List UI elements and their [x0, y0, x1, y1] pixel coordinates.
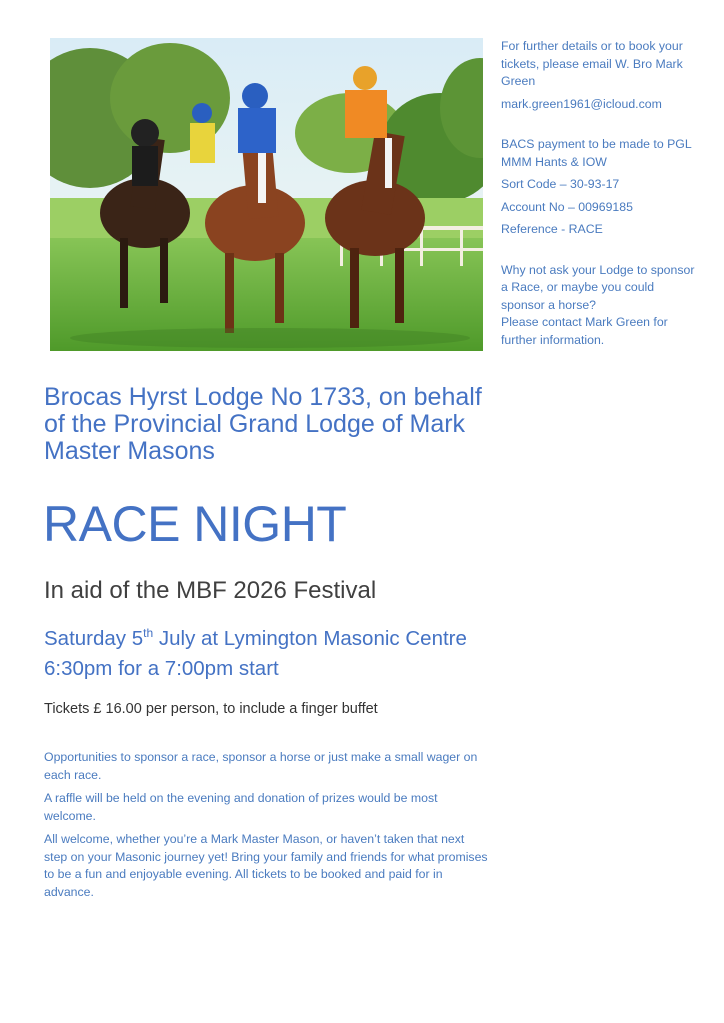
sponsor-opportunities-paragraph: Opportunities to sponsor a race, sponsor a horse or just make a small wager on each race. [44, 750, 478, 782]
bacs-payment-text: BACS payment to be made to PGL MMM Hants & IOW [501, 137, 692, 169]
booking-details-text: For further details or to book your tickets, please email W. Bro Mark Green [501, 39, 683, 88]
contact-info-text: Please contact Mark Green for further information. [501, 315, 668, 347]
date-day: Saturday 5 [44, 627, 144, 650]
date-ordinal: th [143, 626, 154, 640]
event-description [44, 749, 489, 907]
racehorse-illustration [50, 38, 483, 351]
welcome-paragraph: All welcome, whether you’re a Mark Master Mason, or haven’t taken that next step on your Masonic journey yet! Bring your family and friends for what promises to be a fun and enjoyable evening. All tickets to be booked and paid for in advance. [44, 832, 488, 899]
raffle-paragraph: A raffle will be held on the evening and donation of prizes would be most welcome. [44, 791, 438, 823]
charity-subtitle: In aid of the MBF 2026 Festival [44, 577, 377, 604]
date-venue-time: July at Lymington Masonic Centre 6:30pm for a 7:00pm start [44, 627, 467, 680]
event-date-venue [44, 624, 494, 684]
payment-reference-text: Reference - RACE [501, 222, 603, 236]
event-title: RACE NIGHT [43, 496, 347, 552]
ticket-price-text: Tickets £ 16.00 per person, to include a finger buffet [44, 701, 378, 717]
booking-info-sidebar [501, 38, 696, 354]
account-number-text: Account No – 00969185 [501, 199, 633, 214]
contact-email-link[interactable]: mark.green1961@icloud.com [501, 96, 662, 111]
lodge-heading: Brocas Hyrst Lodge No 1733, on behalf of the Provincial Grand Lodge of Mark Master Masons [44, 383, 482, 465]
racehorse-photo [50, 38, 483, 351]
sponsor-prompt-text: Why not ask your Lodge to sponsor a Race, or maybe you could sponsor a horse? [501, 262, 695, 312]
sort-code-text: Sort Code – 30-93-17 [501, 177, 620, 191]
